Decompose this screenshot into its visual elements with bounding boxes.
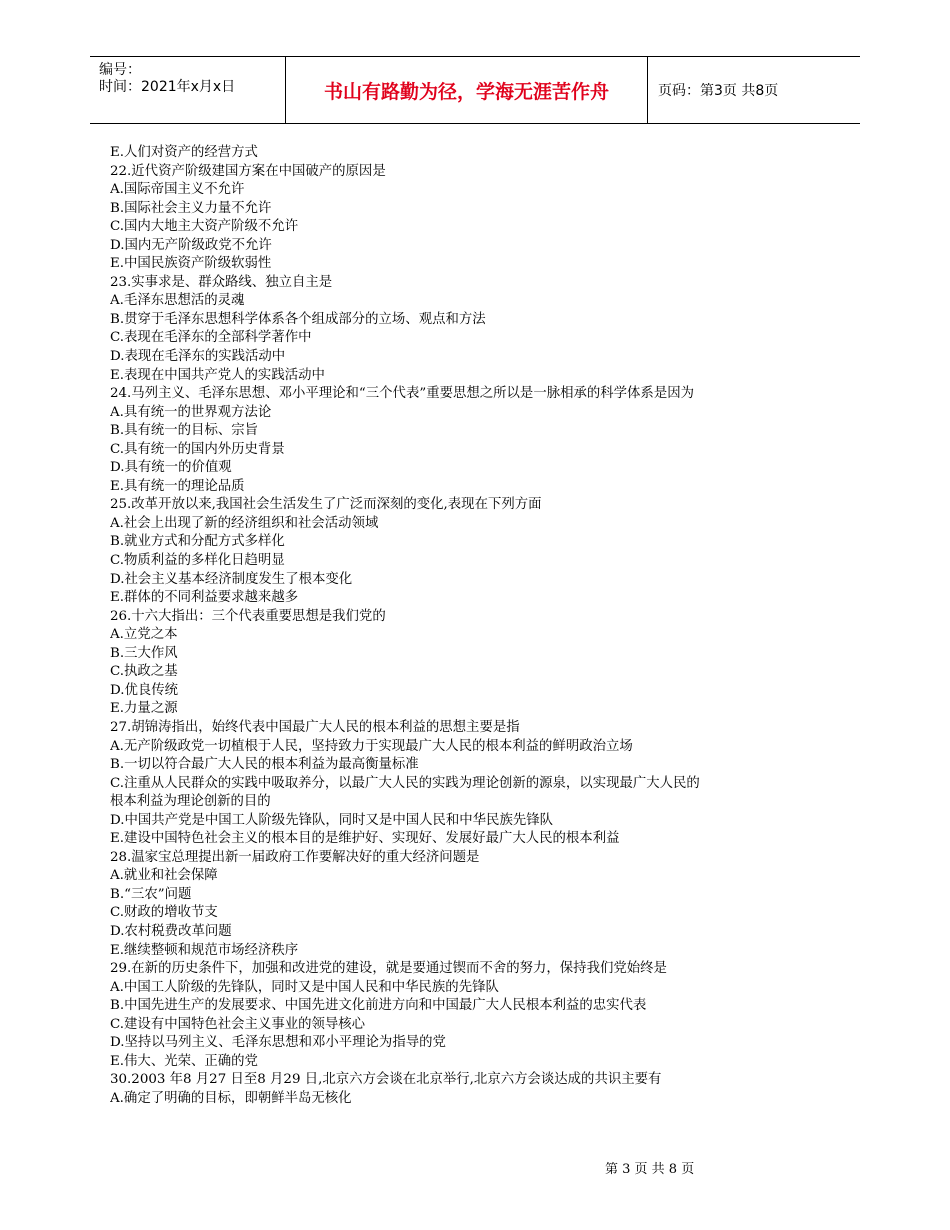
text-line: A.无产阶级政党一切植根于人民，坚持致力于实现最广大人民的根本利益的鲜明政治立场	[110, 738, 633, 754]
text-line: A.毛泽东思想活的灵魂	[110, 293, 245, 309]
text-line: D.国内无产阶级政党不允许	[110, 237, 272, 253]
text-line: C.物质利益的多样化日趋明显	[110, 553, 285, 569]
text-line: E.表现在中国共产党人的实践活动中	[110, 367, 325, 383]
text-line: 根本利益为理论创新的目的	[110, 794, 271, 810]
text-line: A.国际帝国主义不允许	[110, 182, 245, 198]
text-line: B.国际社会主义力量不允许	[110, 200, 272, 216]
text-line: B.贯穿于毛泽东思想科学体系各个组成部分的立场、观点和方法	[110, 311, 486, 327]
text-line: C.注重从人民群众的实践中吸取养分，以最广大人民的实践为理论创新的源泉，以实现最广大人民的	[110, 775, 700, 791]
header-motto: 书山有路勤为径，学海无涯苦作舟	[286, 57, 648, 123]
text-line: D.具有统一的价值观	[110, 460, 232, 476]
text-line: B.“三农”问题	[110, 886, 192, 902]
text-line: E.力量之源	[110, 701, 178, 717]
text-line: E.人们对资产的经营方式	[110, 145, 258, 160]
text-line: A.社会上出现了新的经济组织和社会活动领域	[110, 515, 379, 531]
text-line: A.就业和社会保障	[110, 868, 218, 884]
document-number-label: 编号：	[99, 62, 141, 78]
page-header	[90, 56, 860, 124]
text-line: E.建设中国特色社会主义的根本目的是维护好、实现好、发展好最广大人民的根本利益	[110, 831, 620, 847]
text-line: D.农村税费改革问题	[110, 923, 232, 939]
text-line: B.一切以符合最广大人民的根本利益为最高衡量标准	[110, 757, 419, 773]
text-line: E.继续整顿和规范市场经济秩序	[110, 942, 299, 958]
text-line: B.就业方式和分配方式多样化	[110, 534, 285, 550]
text-line: D.坚持以马列主义、毛泽东思想和邓小平理论为指导的党	[110, 1035, 446, 1051]
text-line: D.社会主义基本经济制度发生了根本变化	[110, 571, 353, 587]
text-line: B.中国先进生产的发展要求、中国先进文化前进方向和中国最广大人民根本利益的忠实代表	[110, 998, 647, 1014]
text-line: B.三大作风	[110, 645, 178, 661]
document-body	[110, 144, 835, 1108]
text-line: E.具有统一的理论品质	[110, 478, 245, 494]
text-line: C.执政之基	[110, 664, 178, 680]
text-line: D.中国共产党是中国工人阶级先锋队，同时又是中国人民和中华民族先锋队	[110, 812, 554, 828]
text-line: 27.胡锦涛指出，始终代表中国最广大人民的根本利益的思想主要是指	[110, 719, 520, 735]
header-meta-cell	[90, 57, 286, 123]
text-line: 29.在新的历史条件下，加强和改进党的建设，就是要通过锲而不舍的努力，保持我们党始终是	[110, 961, 667, 977]
text-line: A.中国工人阶级的先锋队，同时又是中国人民和中华民族的先锋队	[110, 979, 499, 995]
text-line: C.财政的增收节支	[110, 905, 218, 921]
document-date: 时间：2021年x月x日	[99, 79, 236, 95]
text-line: 28.温家宝总理提出新一届政府工作要解决好的重大经济问题是	[110, 849, 480, 865]
text-line: A.具有统一的世界观方法论	[110, 404, 272, 420]
text-line: E.伟大、光荣、正确的党	[110, 1053, 258, 1069]
text-line: 30.2003 年8 月27 日至8 月29 日,北京六方会谈在北京举行,北京六方会谈达成的共识主要有	[110, 1072, 662, 1088]
text-line: C.具有统一的国内外历史背景	[110, 441, 285, 457]
text-line: D.优良传统	[110, 682, 179, 698]
text-line: A.确定了明确的目标，即朝鲜半岛无核化	[110, 1090, 352, 1106]
text-line: D.表现在毛泽东的实践活动中	[110, 349, 286, 365]
text-line: B.具有统一的目标、宗旨	[110, 423, 259, 439]
text-line: A.立党之本	[110, 627, 178, 643]
page-footer: 第 3 页 共 8 页	[605, 1162, 695, 1177]
text-line: 26.十六大指出：三个代表重要思想是我们党的	[110, 608, 386, 624]
text-line: 23.实事求是、群众路线、独立自主是	[110, 274, 333, 290]
text-line: E.群体的不同利益要求越来越多	[110, 590, 299, 606]
text-line: E.中国民族资产阶级软弱性	[110, 256, 272, 272]
text-line: 22.近代资产阶级建国方案在中国破产的原因是	[110, 163, 386, 179]
text-line: C.表现在毛泽东的全部科学著作中	[110, 330, 312, 346]
text-line: C.建设有中国特色社会主义事业的领导核心	[110, 1016, 366, 1032]
header-page-info: 页码：第3页 共8页	[658, 83, 779, 99]
text-line: C.国内大地主大资产阶级不允许	[110, 219, 299, 235]
text-line: 25.改革开放以来,我国社会生活发生了广泛而深刻的变化,表现在下列方面	[110, 497, 542, 513]
text-line: 24.马列主义、毛泽东思想、邓小平理论和“三个代表”重要思想之所以是一脉相承的科学体系是因为	[110, 386, 694, 402]
